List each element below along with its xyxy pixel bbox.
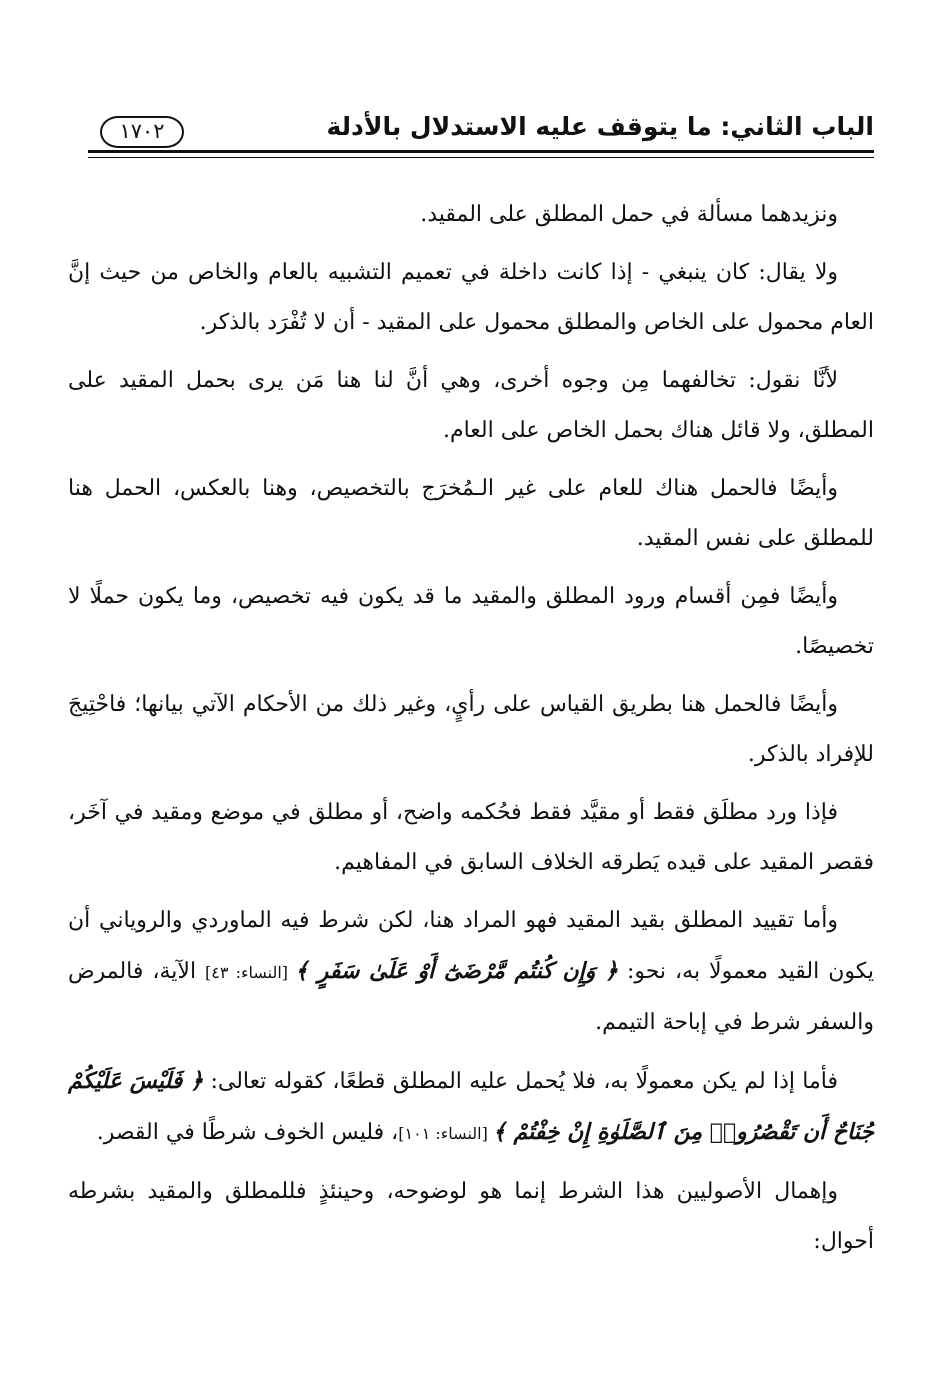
- page-number-badge: ١٧٠٢: [100, 116, 184, 148]
- verse-reference: [النساء: ١٠١]: [398, 1124, 493, 1143]
- paragraph-text: وأيضًا فمِن أقسام ورود المطلق والمقيد ما قد يكون فيه تخصيص، وما يكون حملًا لا تخصيصًا.: [68, 584, 874, 659]
- paragraph-5: [68, 572, 874, 672]
- quran-verse: ﴿ وَإِن كُنتُم مَّرْضَىٰٓ أَوْ عَلَىٰ سَفَرٍ ﴾: [295, 958, 618, 984]
- paragraph-text: لأنَّا نقول: تخالفهما مِن وجوه أخرى، وهي أنَّ لنا هنا مَن يرى بحمل المقيد على المطلق، ولا قائل هناك بحمل الخاص على العام.: [68, 368, 874, 443]
- paragraph-8: [68, 896, 874, 1048]
- paragraph-9: [68, 1056, 874, 1159]
- paragraph-text: وإهمال الأصوليين هذا الشرط إنما هو لوضوحه، وحينئذٍ فللمطلق والمقيد بشرطه أحوال:: [68, 1179, 874, 1254]
- header-rule-thick: [88, 150, 874, 153]
- paragraph-text: ونزيدهما مسألة في حمل المطلق على المقيد.: [420, 202, 838, 227]
- paragraph-text: وأيضًا فالحمل هنا بطريق القياس على رأيٍ، وغير ذلك من الأحكام الآتي بيانها؛ فاحْتِيجَ للإفراد بالذكر.: [68, 692, 874, 767]
- paragraph-text: ، فليس الخوف شرطًا في القصر.: [96, 1120, 399, 1145]
- paragraph-text: الآية، فالمرض والسفر شرط في إباحة التيمم.: [68, 959, 874, 1035]
- paragraph-3: [68, 356, 874, 456]
- paragraph-1: [68, 190, 874, 240]
- paragraph-text: ولا يقال: كان ينبغي - إذا كانت داخلة في تعميم التشبيه بالعام والخاص من حيث إنَّ العام محمول على الخاص والمطلق محمول على المقيد - أن لا تُفْرَد بالذكر.: [68, 260, 874, 335]
- quran-verse: ﴿ فَلَيْسَ عَلَيْكُمْ جُنَاحٌ أَن تَقْصُرُوا۟ مِنَ ٱلصَّلَوٰةِ إِنْ خِفْتُمْ ﴾: [68, 1068, 874, 1145]
- paragraph-6: [68, 680, 874, 780]
- page-body: [68, 190, 874, 1275]
- paragraph-text: فأما إذا لم يكن معمولًا به، فلا يُحمل عليه المطلق قطعًا، كقوله تعالى:: [203, 1069, 838, 1094]
- paragraph-4: [68, 464, 874, 564]
- paragraph-2: [68, 248, 874, 348]
- paragraph-text: وأما تقييد المطلق بقيد المقيد فهو المراد هنا، لكن شرط فيه الماوردي والروياني أن يكون القيد معمولًا به، نحو:: [68, 908, 875, 984]
- chapter-title: الباب الثاني: ما يتوقف عليه الاستدلال بالأدلة: [326, 112, 874, 141]
- paragraph-text: فإذا ورد مطلَق فقط أو مقيَّد فقط فحُكمه واضح، أو مطلق في موضع ومقيد في آخَر، فقصر المقيد على قيده يَطرقه الخلاف السابق في المفاهيم.: [68, 800, 874, 875]
- verse-reference: [النساء: ٤٣]: [205, 963, 296, 982]
- paragraph-10: [68, 1167, 874, 1267]
- paragraph-text: وأيضًا فالحمل هناك للعام على غير الـمُخرَج بالتخصيص، وهنا بالعكس، الحمل هنا للمطلق على نفس المقيد.: [68, 476, 874, 551]
- header-rule-thin: [88, 157, 874, 158]
- paragraph-7: [68, 788, 874, 888]
